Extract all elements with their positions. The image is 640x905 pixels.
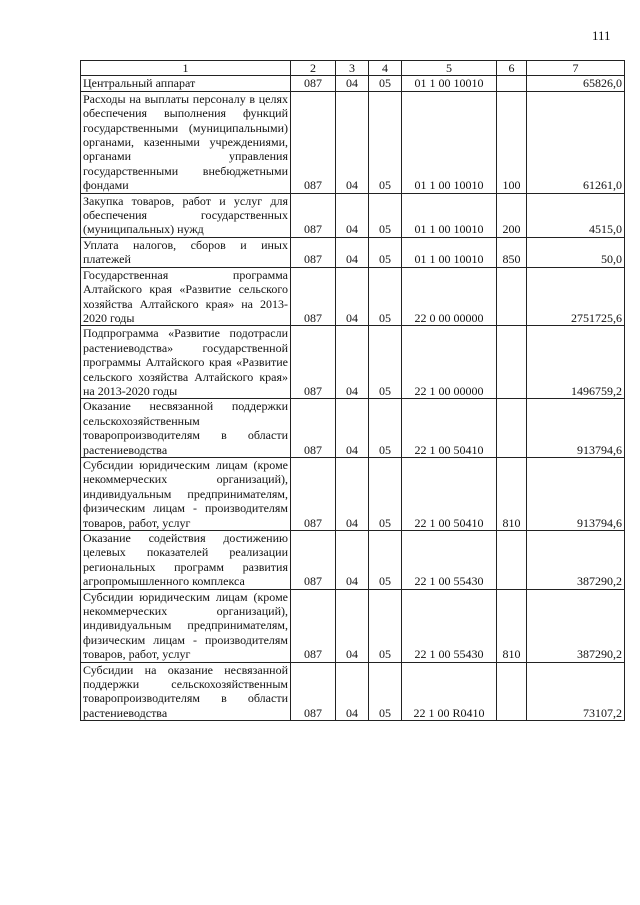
row-ministry-code: 087 — [291, 589, 336, 662]
row-subsection: 05 — [369, 662, 402, 721]
row-target-article: 22 1 00 50410 — [402, 457, 497, 530]
row-target-article: 22 1 00 55430 — [402, 589, 497, 662]
row-name: Закупка товаров, работ и услуг для обеспечения государственных (муниципальных) нужд — [81, 193, 291, 237]
row-name: Оказание содействия достижению целевых показателей реализации региональных программ развития агропромышленного комплекса — [81, 531, 291, 590]
row-expense-type — [497, 267, 527, 326]
row-ministry-code: 087 — [291, 457, 336, 530]
row-amount: 61261,0 — [527, 91, 625, 193]
row-ministry-code: 087 — [291, 237, 336, 267]
row-subsection: 05 — [369, 457, 402, 530]
row-target-article: 01 1 00 10010 — [402, 91, 497, 193]
row-section: 04 — [336, 531, 369, 590]
row-amount: 65826,0 — [527, 76, 625, 91]
table-row — [81, 531, 625, 590]
row-name: Расходы на выплаты персоналу в целях обеспечения выполнения функций государственными (муниципальными) органами, казенными учреждениями, органами управления государственными внебюджетными фондами — [81, 91, 291, 193]
table-row — [81, 91, 625, 193]
row-expense-type: 100 — [497, 91, 527, 193]
row-target-article: 22 1 00 R0410 — [402, 662, 497, 721]
row-section: 04 — [336, 662, 369, 721]
row-name: Уплата налогов, сборов и иных платежей — [81, 237, 291, 267]
row-section: 04 — [336, 91, 369, 193]
row-target-article: 01 1 00 10010 — [402, 237, 497, 267]
row-ministry-code: 087 — [291, 193, 336, 237]
row-ministry-code: 087 — [291, 326, 336, 399]
row-subsection: 05 — [369, 91, 402, 193]
row-ministry-code: 087 — [291, 267, 336, 326]
row-name: Субсидии юридическим лицам (кроме некоммерческих организаций), индивидуальным предпринимателям, физическим лицам - производителям товаров, работ, услуг — [81, 589, 291, 662]
table-row — [81, 662, 625, 721]
column-header: 2 — [291, 61, 336, 76]
column-header: 4 — [369, 61, 402, 76]
column-header: 7 — [527, 61, 625, 76]
row-expense-type — [497, 326, 527, 399]
row-ministry-code: 087 — [291, 76, 336, 91]
column-header: 6 — [497, 61, 527, 76]
row-name: Государственная программа Алтайского края «Развитие сельского хозяйства Алтайского края» на 2013-2020 годы — [81, 267, 291, 326]
page-number: 111 — [592, 28, 611, 43]
row-amount: 50,0 — [527, 237, 625, 267]
row-amount: 387290,2 — [527, 589, 625, 662]
table-row — [81, 267, 625, 326]
row-section: 04 — [336, 267, 369, 326]
row-expense-type: 810 — [497, 457, 527, 530]
row-section: 04 — [336, 457, 369, 530]
row-ministry-code: 087 — [291, 531, 336, 590]
row-name: Субсидии на оказание несвязанной поддержки сельскохозяйственным товаропроизводителям в области растениеводства — [81, 662, 291, 721]
column-header: 1 — [81, 61, 291, 76]
row-section: 04 — [336, 399, 369, 458]
row-section: 04 — [336, 76, 369, 91]
row-name: Оказание несвязанной поддержки сельскохозяйственным товаропроизводителям в области растениеводства — [81, 399, 291, 458]
header-row — [81, 61, 625, 76]
row-subsection: 05 — [369, 399, 402, 458]
row-ministry-code: 087 — [291, 91, 336, 193]
table-row — [81, 326, 625, 399]
table-row — [81, 457, 625, 530]
row-amount: 1496759,2 — [527, 326, 625, 399]
table-row — [81, 589, 625, 662]
row-name: Субсидии юридическим лицам (кроме некоммерческих организаций), индивидуальным предпринимателям, физическим лицам - производителям товаров, работ, услуг — [81, 457, 291, 530]
row-amount: 73107,2 — [527, 662, 625, 721]
row-target-article: 01 1 00 10010 — [402, 76, 497, 91]
row-target-article: 22 1 00 50410 — [402, 399, 497, 458]
row-amount: 913794,6 — [527, 457, 625, 530]
row-target-article: 01 1 00 10010 — [402, 193, 497, 237]
row-expense-type — [497, 531, 527, 590]
table-row — [81, 76, 625, 91]
row-name: Подпрограмма «Развитие подотрасли растениеводства» государственной программы Алтайского края «Развитие сельского хозяйства Алтайского края» на 2013-2020 годы — [81, 326, 291, 399]
budget-table — [80, 60, 625, 721]
row-section: 04 — [336, 589, 369, 662]
column-header: 5 — [402, 61, 497, 76]
row-expense-type — [497, 76, 527, 91]
row-amount: 4515,0 — [527, 193, 625, 237]
row-subsection: 05 — [369, 237, 402, 267]
row-subsection: 05 — [369, 193, 402, 237]
row-amount: 387290,2 — [527, 531, 625, 590]
row-ministry-code: 087 — [291, 662, 336, 721]
table-row — [81, 237, 625, 267]
row-expense-type: 200 — [497, 193, 527, 237]
row-name: Центральный аппарат — [81, 76, 291, 91]
table-row — [81, 193, 625, 237]
row-ministry-code: 087 — [291, 399, 336, 458]
row-subsection: 05 — [369, 589, 402, 662]
row-subsection: 05 — [369, 76, 402, 91]
column-header: 3 — [336, 61, 369, 76]
row-target-article: 22 1 00 00000 — [402, 326, 497, 399]
row-expense-type — [497, 399, 527, 458]
row-amount: 2751725,6 — [527, 267, 625, 326]
row-target-article: 22 0 00 00000 — [402, 267, 497, 326]
row-target-article: 22 1 00 55430 — [402, 531, 497, 590]
row-subsection: 05 — [369, 326, 402, 399]
row-section: 04 — [336, 326, 369, 399]
row-expense-type: 810 — [497, 589, 527, 662]
row-expense-type: 850 — [497, 237, 527, 267]
table-row — [81, 399, 625, 458]
row-subsection: 05 — [369, 531, 402, 590]
row-expense-type — [497, 662, 527, 721]
row-section: 04 — [336, 193, 369, 237]
row-subsection: 05 — [369, 267, 402, 326]
row-amount: 913794,6 — [527, 399, 625, 458]
row-section: 04 — [336, 237, 369, 267]
